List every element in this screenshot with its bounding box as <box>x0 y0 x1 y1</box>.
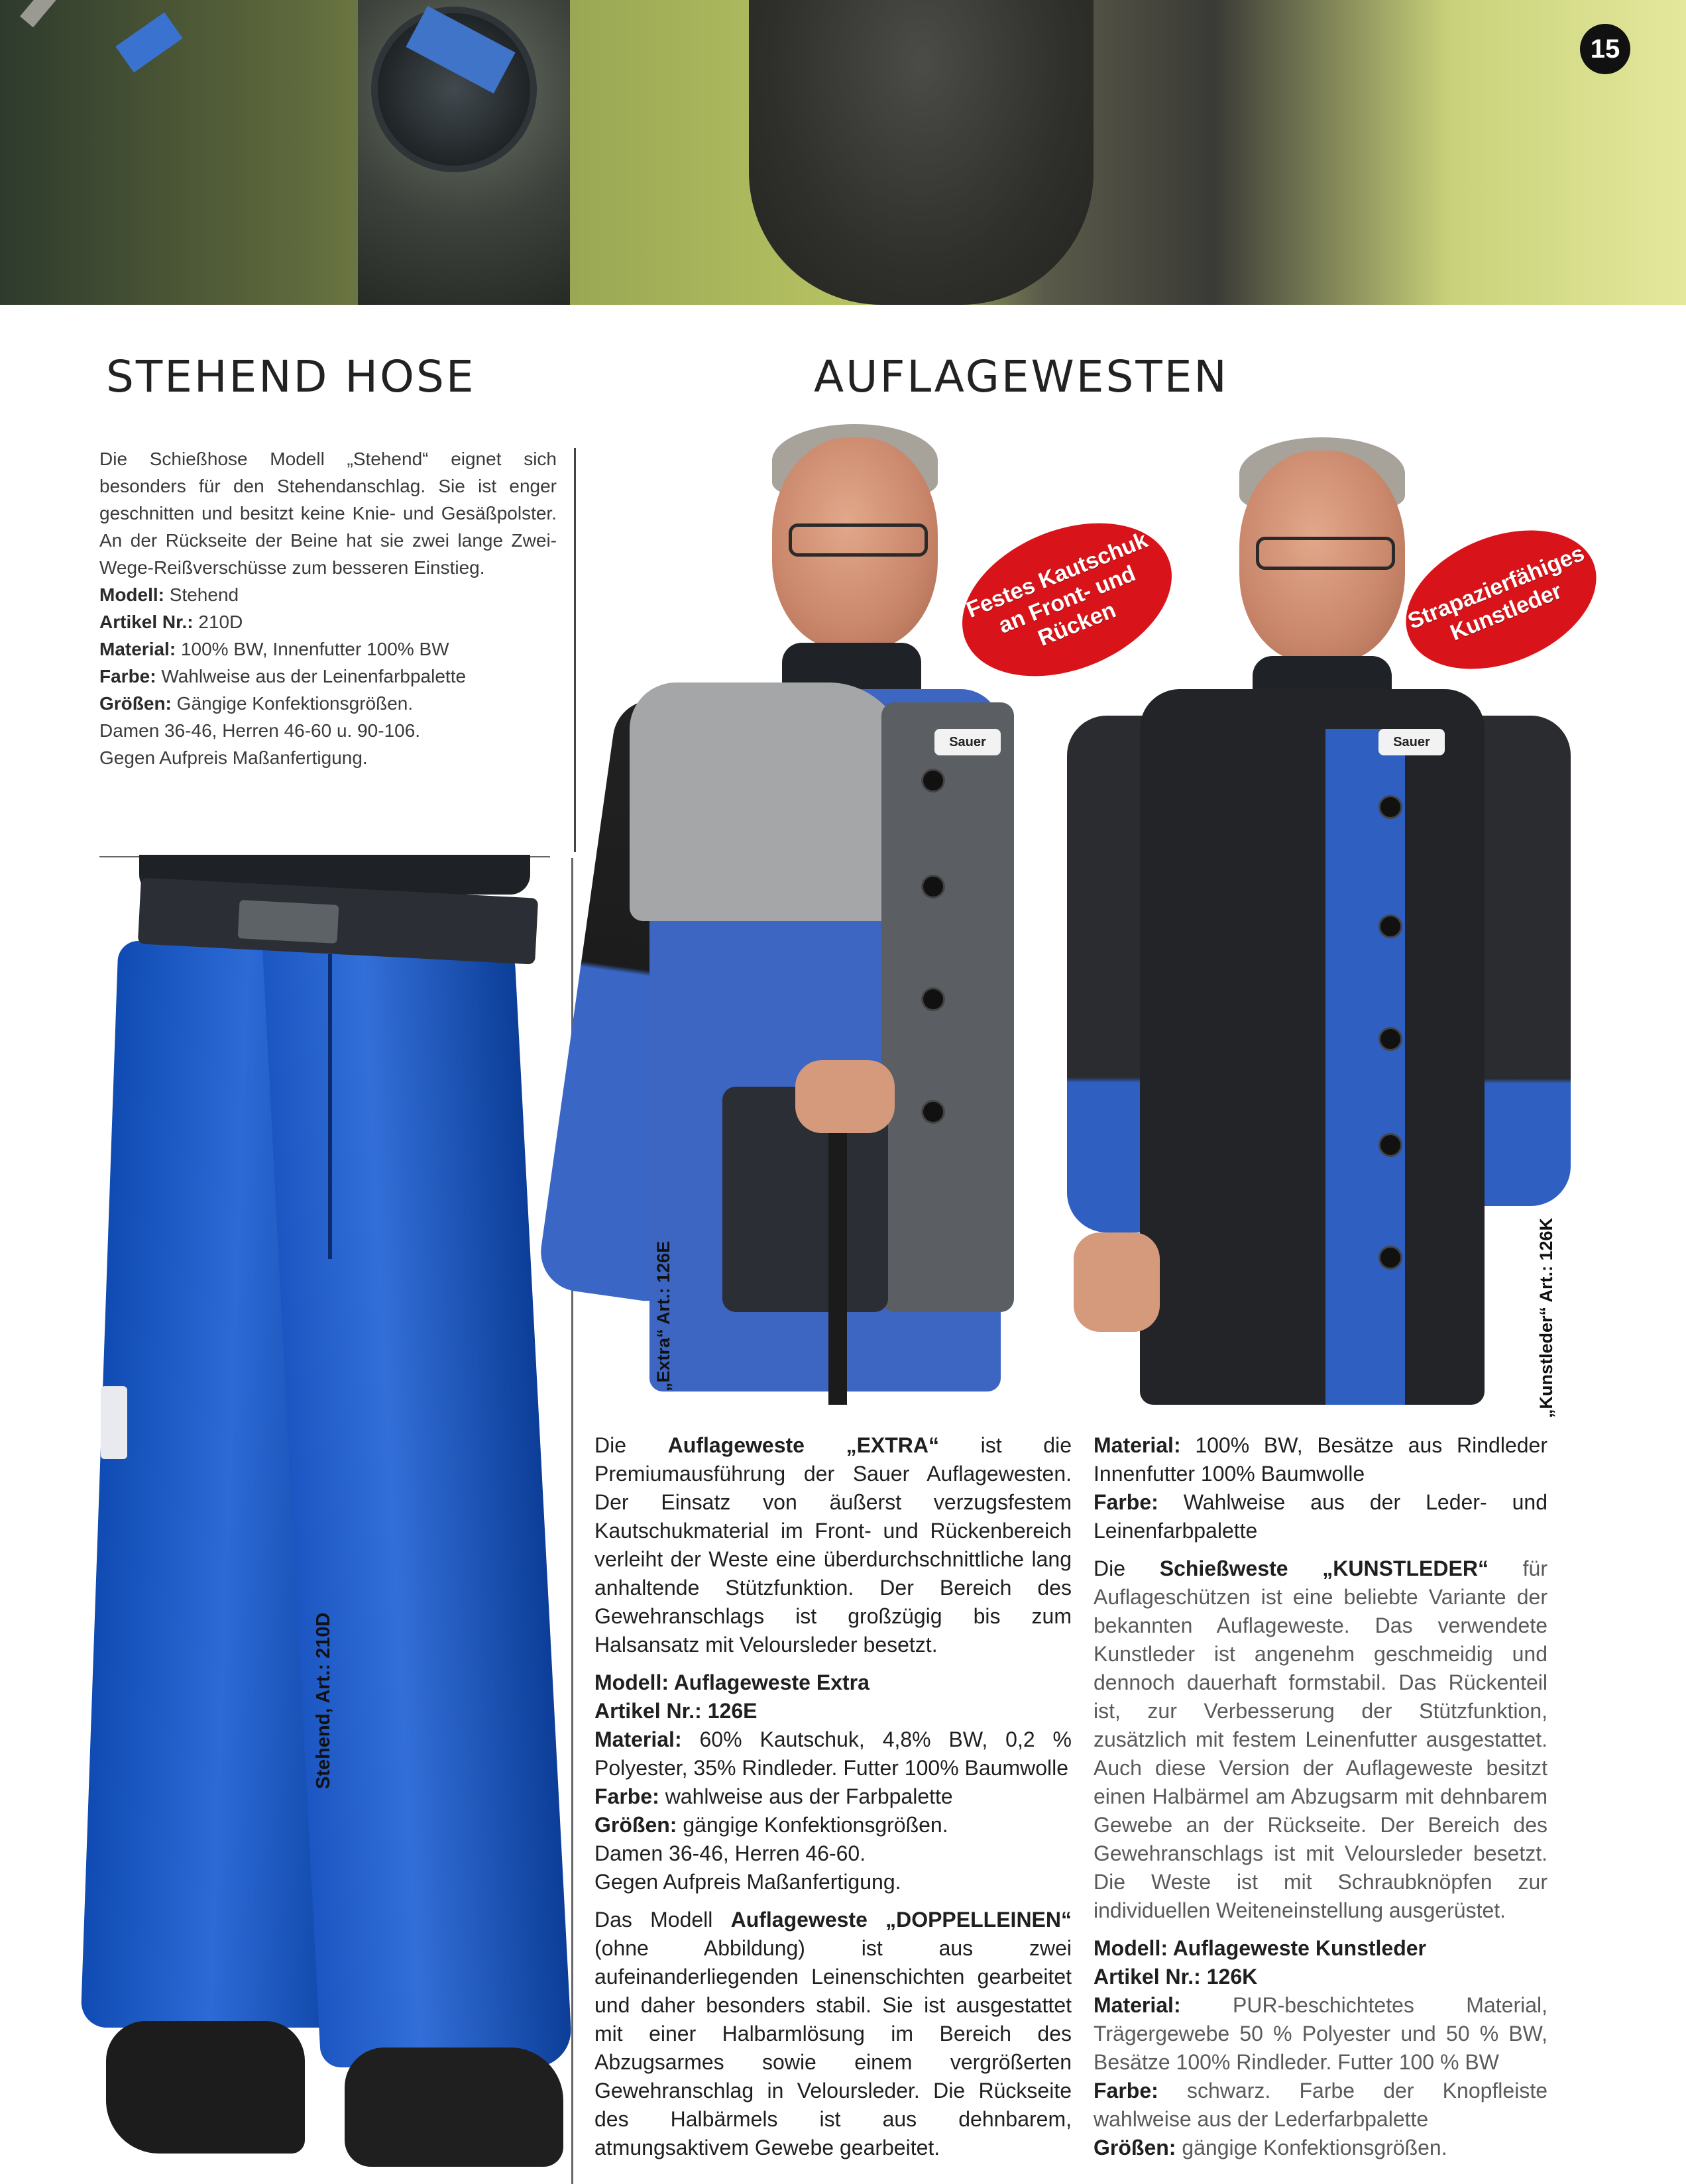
box-border-right <box>574 448 576 852</box>
doppel-spec-color: Farbe: Wahlweise aus der Leder- und Leinenfarbpalette <box>1094 1490 1547 1543</box>
header-photo <box>0 0 1686 305</box>
trousers-spec-article: Artikel Nr.: 210D <box>99 612 243 632</box>
extra-intro: Die Auflageweste „EXTRA“ ist die Premiumausführung der Sauer Auflagewesten. Der Einsatz von äußerst verzugsfestem Kautschukmaterial im Front- und Rückenbereich verleiht der Weste eine überdurchschnittliche lang anhaltende Stützfunktion. Der Bereich des Gewehranschlags ist großzügig bis zum Halsansatz mit Veloursleder besetzt. <box>594 1433 1072 1657</box>
belt-buckle <box>238 900 339 944</box>
vest-button <box>921 875 945 899</box>
vest-button <box>1378 914 1402 938</box>
vest-button <box>921 987 945 1011</box>
vest-kunstleder-description <box>1094 1431 1547 2162</box>
trousers-size-range: Damen 36-46, Herren 46-60 u. 90-106. <box>99 720 421 741</box>
trousers-intro: Die Schießhose Modell „Stehend“ eignet sich besonders für den Stehendanschlag. Sie ist enger geschnitten und besitzt keine Knie- und Gesäßpolster. An der Rückseite der Beine hat sie zwei lange Zwei-Wege-Reißverschüsse zum besseren Einstieg. <box>99 449 557 578</box>
trousers-spec-model: Modell: Stehend <box>99 584 239 605</box>
vest-extra-photo <box>577 424 1054 1418</box>
vest-button <box>1378 1027 1402 1051</box>
shooting-jacket-closeup <box>749 0 1094 305</box>
section-title-auflagewesten: AUFLAGEWESTEN <box>814 351 1229 402</box>
trousers-spec-material: Material: 100% BW, Innenfutter 100% BW <box>99 639 449 659</box>
trousers-photo-label: Stehend, Art.: 210D <box>313 1612 334 1789</box>
front-placket <box>1325 729 1405 1405</box>
shoe-left <box>106 2021 305 2154</box>
trouser-fly <box>328 954 332 1259</box>
trousers-spec-sizes: Größen: Gängige Konfektionsgrößen. <box>99 693 414 714</box>
model-hand <box>795 1060 895 1133</box>
brand-tag: Sauer <box>934 729 1001 755</box>
vest-body <box>1140 689 1485 1405</box>
extra-spec-sizes: Größen: gängige Konfektionsgrößen. <box>594 1813 948 1837</box>
vest-extra-description <box>594 1431 1072 2171</box>
trousers-description <box>99 445 557 771</box>
extra-spec-material: Material: 60% Kautschuk, 4,8% BW, 0,2 % Polyester, 35% Rindleder. Futter 100% Baumwolle <box>594 1727 1072 1780</box>
vest-button <box>921 769 945 792</box>
kunst-article: Artikel Nr.: 126K <box>1094 1965 1258 1989</box>
shoulder-pad <box>630 682 908 921</box>
kunst-intro: Die Schießweste „KUNSTLEDER“ für Auflageschützen ist eine beliebte Variante der bekannten Auflageweste. Das verwendete Kunstleder ist angenehm geschmeidig und dennoch dauerhaft formstabil. Das Rückenteil ist, zur Verbesserung der Stützfunktion, zusätzlich mit festem Leinenfutter ausgestattet. Auch diese Version der Auflageweste besitzt einen Halbärmel am Abzugsarm mit dehnbarem Gewebe an der Rückseite. Der Bereich des Gewehranschlags ist mit Veloursleder besetzt. Die Weste ist mit Schraubknöpfen zur individuellen Weiteneinstellung ausgerüstet. <box>1094 1556 1547 1922</box>
brand-tag: Sauer <box>1378 729 1445 755</box>
front-placket <box>881 702 1014 1312</box>
brand-patch <box>101 1386 127 1459</box>
vest-extra-label: „Extra“ Art.: 126E <box>653 1240 673 1392</box>
extra-spec-color: Farbe: wahlweise aus der Farbpalette <box>594 1784 953 1808</box>
rifle-rest-rod <box>20 0 144 27</box>
shoe-right <box>345 2048 563 2167</box>
extra-size-range: Damen 36-46, Herren 46-60. <box>594 1841 866 1865</box>
kunst-spec-material: Material: PUR-beschichtetes Material, Trägergewebe 50 % Polyester und 50 % BW, Besätze 100% Rindleder. Futter 100 % BW <box>1094 1993 1547 2074</box>
badge-kunstleder: Strapazierfähiges Kunstleder <box>1385 504 1616 696</box>
vest-button <box>1378 795 1402 819</box>
trousers-custom-note: Gegen Aufpreis Maßanfertigung. <box>99 747 368 768</box>
vest-button <box>1378 1133 1402 1157</box>
doppel-spec-material: Material: 100% BW, Besätze aus Rindleder Innenfutter 100% Baumwolle <box>1094 1433 1547 1486</box>
page-number: 15 <box>1580 24 1630 74</box>
glasses-icon <box>1256 537 1395 570</box>
doppel-description: Das Modell Auflageweste „DOPPELLEINEN“ (ohne Abbildung) ist aus zwei aufeinanderliegenden Leinenschichten gearbeitet und daher besonders stabil. Sie ist ausgestattet mit einer Halbarmlösung im Bereich des Abzugsarmes sowie einem vergrößerten Gewehranschlag in Veloursleder. Die Rückseite des Halbärmels ist aus dehnbarem, atmungsaktivem Gewebe gearbeitet. <box>594 1908 1072 2159</box>
extra-model: Modell: Auflageweste Extra <box>594 1670 870 1694</box>
vest-kunstleder-label: „Kunstleder“ Art.: 126K <box>1536 1217 1556 1418</box>
model-hand <box>1074 1232 1160 1332</box>
rifle-rest-clamp <box>115 13 182 73</box>
section-title-stehend-hose: STEHEND HOSE <box>106 351 476 402</box>
trousers-photo <box>66 855 557 2184</box>
glasses-icon <box>789 523 928 557</box>
extra-custom-note: Gegen Aufpreis Maßanfertigung. <box>594 1870 901 1894</box>
badge-kautschuk: Festes Kautschuk an Front- und Rücken <box>940 494 1195 705</box>
kunst-spec-sizes: Größen: gängige Konfektionsgrößen. <box>1094 2136 1447 2159</box>
trousers-spec-color: Farbe: Wahlweise aus der Leinenfarbpalette <box>99 666 467 686</box>
kunst-spec-color: Farbe: schwarz. Farbe der Knopfleiste wahlweise aus der Lederfarbpalette <box>1094 2079 1547 2131</box>
vest-button <box>1378 1246 1402 1270</box>
vest-button <box>921 1100 945 1124</box>
kunst-model: Modell: Auflageweste Kunstleder <box>1094 1936 1426 1960</box>
extra-article: Artikel Nr.: 126E <box>594 1699 758 1723</box>
